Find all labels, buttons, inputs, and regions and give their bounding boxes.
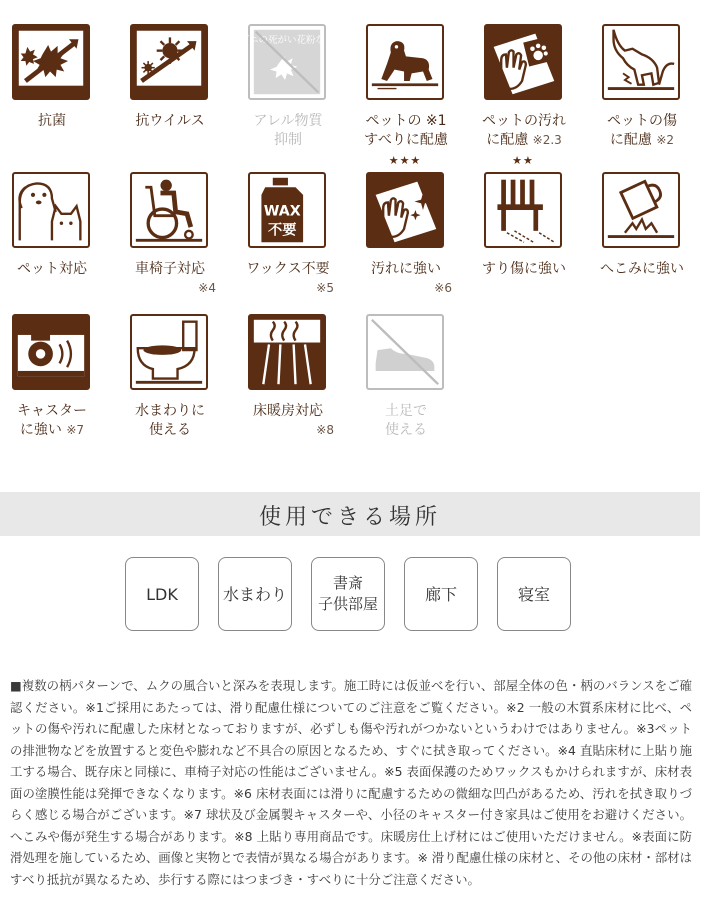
wax-icon-text-2: 不要 [268,222,297,239]
wax-icon-text: WAX [263,203,301,220]
feature-label-line2: すべりに配慮 [364,132,448,148]
feature-label: ペットの ※1 [365,113,447,129]
feature-label: 抗菌 [38,113,66,129]
shoe-icon [366,314,444,390]
allergen-icon [239,24,335,100]
place-label: 廊下 [424,584,457,604]
antivirus-icon [130,24,208,100]
place-label: 書斎 [332,574,363,592]
toilet-icon [130,314,208,390]
cat-scratch-icon [602,24,680,100]
places-title: 使用できる場所 [258,505,441,530]
dog-slip-icon [366,24,444,100]
hand-wipe-icon [366,172,444,248]
feature-note: ※2.3 [532,133,562,147]
feature-label: 車椅子対応 [135,261,205,277]
mug-drop-icon [602,172,680,248]
chair-scratch-icon [484,172,562,248]
place-hallway [404,557,478,631]
floor-heating-icon [248,314,326,390]
feature-note: ※4 [198,281,216,295]
feature-note: ※5 [316,281,334,295]
place-bedroom [497,557,571,631]
caster-icon [12,314,90,390]
feature-label: キャスター [17,403,87,419]
place-ldk [125,557,199,631]
feature-note: ※8 [316,423,334,437]
feature-label-line2: に強い [19,422,62,438]
feature-label: ペットの汚れ [482,113,566,129]
feature-label: すり傷に強い [482,261,566,277]
feature-label-line2: 使える [149,422,191,438]
wheelchair-icon [130,172,208,248]
place-label: 水まわり [222,584,287,604]
place-wet-area [218,557,292,631]
feature-label: へこみに強い [600,261,684,277]
dog-cat-icon [12,172,90,248]
place-label: 寝室 [517,584,550,604]
product-notes: ■複数の柄パターンで、ムクの風合いと深みを表現します。施工時には仮並べを行い、部屋全体の色・柄のバランスをご確認ください。※1ご採用にあたっては、滑り配慮仕様についてのご注意をご覧ください。※2 一般の木質系床材に比べ、ペットの傷や汚れに配慮した床材となっておりますが、必ずしも傷や汚れがつかないというわけではありません。※3ペットの排泄物などを放置すると変色や膨れなど不具合の原因となるため、すぐに拭き取ってください。※4 直貼床材に上貼り施工する場合、既存床と同様に、車椅子対応の性能はございません。※5 表面保護のためワックスもかけられますが、床材表面の塗膜性能は発揮できなくなります。※6 床材表面には滑りに配慮するための微細な凹凸があるため、汚れを拭き取りづらく感じる場合がございます。※7 球状及び金属製キャスターや、小径のキャスター付き家具はご使用をお避けください。へこみや傷が発生する場合があります。※8 上貼り専用商品です。床暖房仕上げ材にはご使用いただけません。※表面に防滑処理を施しているため、画像と実物とで表情が異なる場合があります。※ 滑り配慮仕様の床材と、その他の床材・部材はすべり抵抗が異なるため、歩行する際にはつまづき・すべりに十分ご注意ください。 [10,678,692,887]
feature-label: ペット対応 [17,261,87,277]
place-study-kids-room [311,557,385,631]
feature-label: ワックス不要 [246,261,330,277]
paw-wipe-icon [484,24,562,100]
place-label: LDK [146,584,178,604]
scratch-rating-stars: ★★ [512,154,534,167]
place-label-line2: 子供部屋 [317,595,378,613]
feature-label-line2: に配慮 [609,132,652,148]
feature-label-line2: に配慮 [486,132,529,148]
feature-label: ペットの傷 [607,113,677,129]
feature-note: ※6 [434,281,452,295]
stain-rating-stars: ★★★ [388,154,422,167]
antibacterial-icon [12,24,90,100]
feature-note: ※7 [66,423,85,437]
feature-label: 床暖房対応 [253,403,323,419]
feature-label: 抗ウイルス [135,113,205,129]
allergen-icon-text: ダニの死がい花粉など [239,35,335,47]
feature-label: 汚れに強い [371,261,441,277]
feature-label-line2: 使える [385,422,427,438]
feature-note: ※2 [656,133,675,147]
feature-label: 土足で [385,403,427,419]
feature-label-line2: 抑制 [274,132,302,148]
feature-label: 水まわりに [135,403,205,419]
wax-icon [248,172,326,248]
feature-label: アレル物質 [253,113,323,129]
